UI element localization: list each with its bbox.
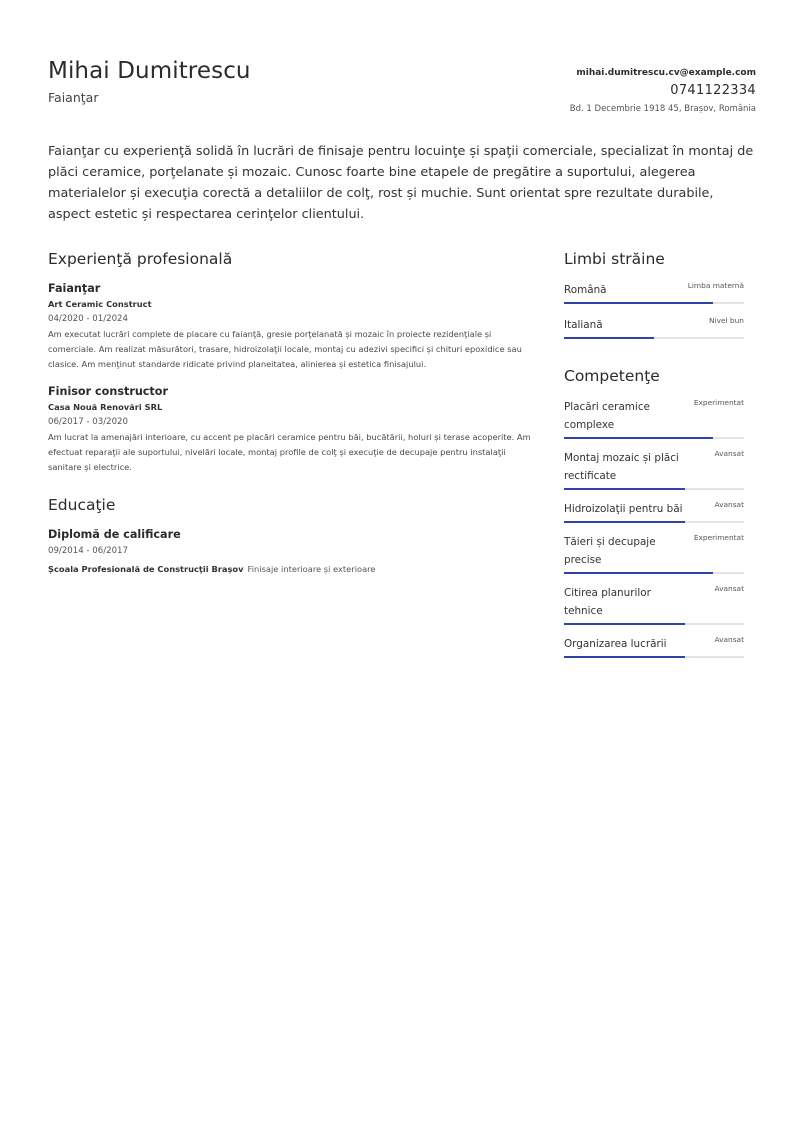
skill-name: Placări ceramice complexe xyxy=(564,401,650,431)
job-title: Faianţar xyxy=(48,282,101,295)
skill-item xyxy=(564,398,744,439)
skill-item xyxy=(564,449,744,490)
skill-level-bar xyxy=(564,488,744,490)
language-item xyxy=(564,316,744,339)
language-item xyxy=(564,281,744,304)
language-level-bar xyxy=(564,337,744,339)
language-level-fill xyxy=(564,302,713,304)
job-dates: 06/2017 - 03/2020 xyxy=(48,416,128,427)
skill-item xyxy=(564,584,744,625)
education-description: Finisaje interioare și exterioare xyxy=(247,564,376,575)
skill-level-fill xyxy=(564,437,713,439)
job-entry xyxy=(48,281,532,373)
job-company: Casa Nouă Renovări SRL xyxy=(48,401,163,412)
job-dates: 04/2020 - 01/2024 xyxy=(48,314,128,324)
languages-list xyxy=(564,281,744,339)
education-degree: Diplomă de calificare xyxy=(48,528,181,542)
skill-name: Organizarea lucrării xyxy=(564,638,667,650)
skill-name: Tăieri și decupaje precise xyxy=(564,536,656,566)
education-section xyxy=(48,496,532,576)
skills-section xyxy=(564,367,744,658)
skill-level: Avansat xyxy=(714,449,744,458)
skill-level-bar xyxy=(564,572,744,574)
skill-name: Hidroizolaţii pentru băi xyxy=(564,503,683,515)
language-name: Română xyxy=(564,284,607,296)
education-line xyxy=(48,560,532,576)
skill-level: Avansat xyxy=(714,635,744,644)
skill-name: Montaj mozaic și plăci rectificate xyxy=(564,452,679,482)
languages-heading: Limbi străine xyxy=(564,250,665,268)
job-title: Finisor constructor xyxy=(48,384,168,398)
education-dates: 09/2014 - 06/2017 xyxy=(48,546,128,557)
skill-item xyxy=(564,635,744,658)
skill-level: Experimentat xyxy=(693,398,744,407)
job-description: Am executat lucrări complete de placare cu faianţă, gresie porţelanată și mozaic în proiecte rezidenţiale și comerciale. Am realizat măsurători, trasare, hidroizolaţii locale, montaj cu adezivi specifici și chituri epoxidice sau clasice. Am menţinut standarde ridicate privind planeitatea, alinierea și estetica finisajului. xyxy=(48,329,522,370)
contact-block xyxy=(570,67,756,116)
job-entry xyxy=(48,384,532,476)
skill-name: Citirea planurilor tehnice xyxy=(564,587,651,617)
skill-item xyxy=(564,500,744,523)
skill-level: Avansat xyxy=(714,500,744,509)
job-description: Am lucrat la amenajări interioare, cu accent pe placări ceramice pentru băi, bucătării, holuri și terase acoperite. Am efectuat reparaţii ale suportului, nivelări locale, montaj profile de colţ și execuţie de decupaje pentru instalaţii sanitare și electrice. xyxy=(48,431,531,473)
skill-level: Experimentat xyxy=(693,533,744,542)
skills-heading: Competenţe xyxy=(564,367,660,385)
education-heading: Educaţie xyxy=(48,496,116,515)
skill-level-fill xyxy=(564,572,713,574)
education-school: Școala Profesională de Construcţii Brașov xyxy=(48,564,244,575)
candidate-name: Mihai Dumitrescu xyxy=(48,58,251,84)
language-level-bar xyxy=(564,302,744,304)
job-company: Art Ceramic Construct xyxy=(48,299,152,309)
contact-address: Bd. 1 Decembrie 1918 45, Brașov, România xyxy=(569,104,756,114)
skill-level-fill xyxy=(564,488,685,490)
skill-item xyxy=(564,533,744,574)
skill-level-fill xyxy=(564,656,685,658)
skill-level: Avansat xyxy=(714,584,744,593)
right-column xyxy=(564,250,744,668)
candidate-role: Faianţar xyxy=(48,90,99,105)
skill-level-bar xyxy=(564,656,744,658)
experience-heading: Experienţă profesională xyxy=(48,250,233,268)
skill-level-bar xyxy=(564,521,744,523)
contact-email[interactable]: mihai.dumitrescu.cv@example.com xyxy=(576,68,756,78)
language-level: Limba maternă xyxy=(687,281,744,290)
language-level: Nivel bun xyxy=(709,316,744,325)
left-column xyxy=(48,250,532,576)
skill-level-bar xyxy=(564,623,744,625)
profile-summary: Faianţar cu experienţă solidă în lucrări de finisaje pentru locuinţe și spaţii comerciale, specializat în montaj de plăci ceramice, porţelanate și mozaic. Cunosc foarte bine etapele de pregătire a suportului, alegerea materialelor și execuţia corectă a detaliilor de colţ, rost și muchie. Sunt orientat spre rezultate durabile, aspect estetic și respectarea cerinţelor clientului. xyxy=(48,144,754,222)
skill-level-fill xyxy=(564,623,685,625)
skill-level-bar xyxy=(564,437,744,439)
contact-phone[interactable]: 0741122334 xyxy=(670,83,756,98)
language-name: Italiană xyxy=(564,319,603,331)
skill-level-fill xyxy=(564,521,685,523)
language-level-fill xyxy=(564,337,654,339)
